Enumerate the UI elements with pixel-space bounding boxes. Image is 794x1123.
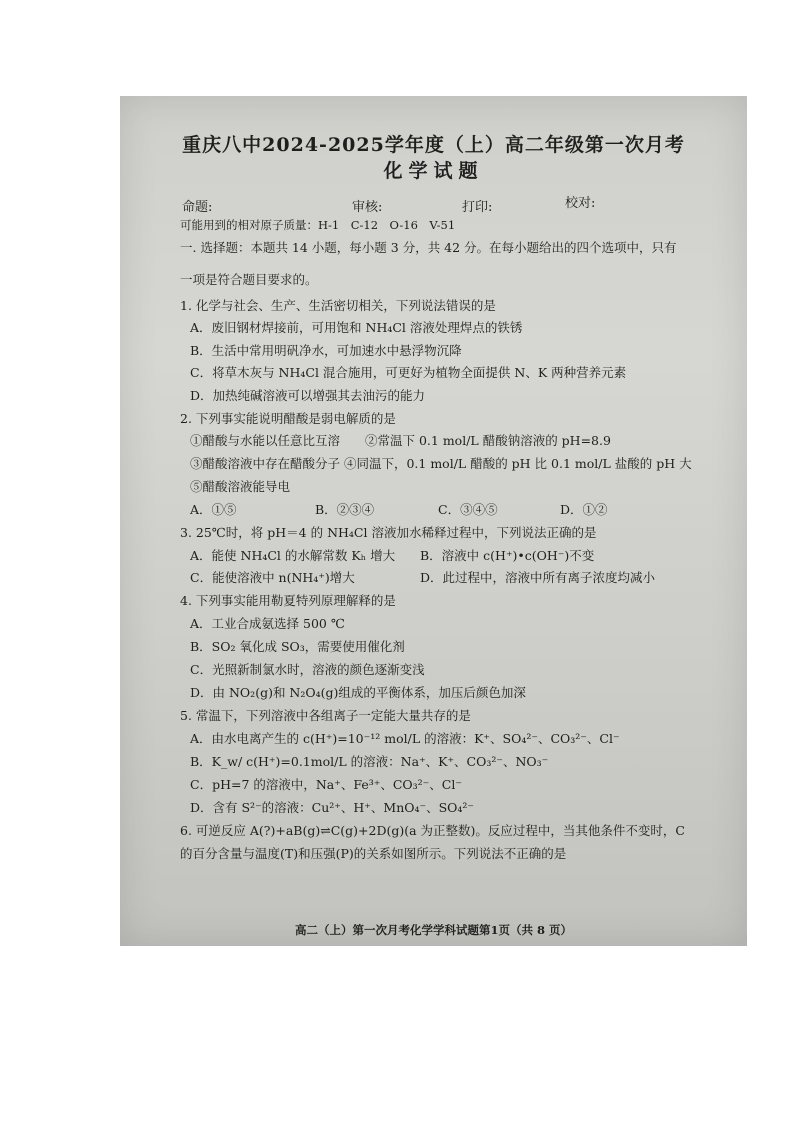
q6-stem-line2: 的百分含量与温度(T)和压强(P)的关系如图所示。下列说法不正确的是 bbox=[180, 846, 567, 861]
atomic-mass-note: 可能用到的相对原子质量：H-1 C-12 O-16 V-51 bbox=[180, 218, 456, 232]
exam-subtitle: 化学试题 bbox=[383, 160, 484, 182]
q3-stem: 3. 25℃时，将 pH＝4 的 NH₄Cl 溶液加水稀释过程中，下列说法正确的是 bbox=[180, 525, 597, 540]
author-label: 命题: bbox=[182, 200, 213, 215]
q5-stem: 5. 常温下，下列溶液中各组离子一定能大量共存的是 bbox=[180, 708, 471, 723]
q2-stem: 2. 下列事实能说明醋酸是弱电解质的是 bbox=[180, 411, 396, 426]
q3-option-a: A．能使 NH₄Cl 的水解常数 Kₕ 增大 bbox=[190, 548, 396, 563]
q2-option-a: A．①⑤ bbox=[190, 502, 237, 517]
q1-option-a: A．废旧钢材焊接前，可用饱和 NH₄Cl 溶液处理焊点的铁锈 bbox=[190, 320, 523, 335]
q2-statement-row3: ⑤醋酸溶液能导电 bbox=[190, 479, 291, 494]
q2-statement-row1: ①醋酸与水能以任意比互溶 ②常温下 0.1 mol/L 醋酸钠溶液的 pH=8.9 bbox=[190, 433, 611, 448]
q1-stem: 1. 化学与社会、生产、生活密切相关，下列说法错误的是 bbox=[180, 298, 496, 313]
page-footer: 高二（上）第一次月考化学学科试题第1页（共 8 页） bbox=[294, 923, 572, 937]
q3-option-b: B．溶液中 c(H⁺)•c(OH⁻)不变 bbox=[420, 548, 595, 563]
reviewer-label: 审核: bbox=[352, 200, 383, 215]
q1-option-d: D．加热纯碱溶液可以增强其去油污的能力 bbox=[190, 388, 426, 403]
printer-label: 打印: bbox=[462, 200, 493, 215]
q1-option-c: C．将草木灰与 NH₄Cl 混合施用，可更好为植物全面提供 N、K 两种营养元素 bbox=[190, 365, 627, 380]
q5-option-c: C．pH=7 的溶液中，Na⁺、Fe³⁺、CO₃²⁻、Cl⁻ bbox=[190, 777, 462, 792]
q1-option-b: B．生活中常用明矾净水，可加速水中悬浮物沉降 bbox=[190, 343, 462, 358]
q3-option-d: D．此过程中，溶液中所有离子浓度均减小 bbox=[420, 570, 656, 585]
q2-option-b: B．②③④ bbox=[315, 502, 375, 517]
q2-option-d: D．①② bbox=[560, 502, 608, 517]
q4-option-d: D．由 NO₂(g)和 N₂O₄(g)组成的平衡体系，加压后颜色加深 bbox=[190, 685, 526, 700]
exam-page bbox=[120, 96, 747, 946]
section-instructions-line2: 一项是符合题目要求的。 bbox=[180, 272, 318, 287]
q5-option-b: B．K_w/ c(H⁺)=0.1mol/L 的溶液：Na⁺、K⁺、CO₃²⁻、NO₃⁻ bbox=[190, 754, 549, 769]
q4-option-b: B．SO₂ 氧化成 SO₃，需要使用催化剂 bbox=[190, 639, 405, 654]
q3-option-c: C．能使溶液中 n(NH₄⁺)增大 bbox=[190, 570, 355, 585]
proofreader-label: 校对: bbox=[565, 196, 596, 211]
q4-stem: 4. 下列事实能用勒夏特列原理解释的是 bbox=[180, 593, 396, 608]
q2-option-c: C．③④⑤ bbox=[438, 502, 498, 517]
q4-option-c: C．光照新制氯水时，溶液的颜色逐渐变浅 bbox=[190, 662, 425, 677]
q5-option-d: D．含有 S²⁻的溶液：Cu²⁺、H⁺、MnO₄⁻、SO₄²⁻ bbox=[190, 800, 475, 815]
q4-option-a: A．工业合成氨选择 500 ℃ bbox=[190, 616, 345, 631]
q5-option-a: A．由水电离产生的 c(H⁺)=10⁻¹² mol/L 的溶液：K⁺、SO₄²⁻、CO₃²⁻、Cl⁻ bbox=[190, 731, 620, 746]
q6-stem-line1: 6. 可逆反应 A(?)+aB(g)⇌C(g)+2D(g)(a 为正整数)。反应过程中，当其他条件不变时，C bbox=[180, 823, 685, 838]
exam-title: 重庆八中2024-2025学年度（上）高二年级第一次月考 bbox=[182, 134, 685, 156]
section-instructions-line1: 一. 选择题：本题共 14 小题，每小题 3 分，共 42 分。在每小题给出的四个选项中，只有 bbox=[180, 240, 677, 255]
q2-statement-row2: ③醋酸溶液中存在醋酸分子 ④同温下，0.1 mol/L 醋酸的 pH 比 0.1 mol/L 盐酸的 pH 大 bbox=[190, 456, 692, 471]
